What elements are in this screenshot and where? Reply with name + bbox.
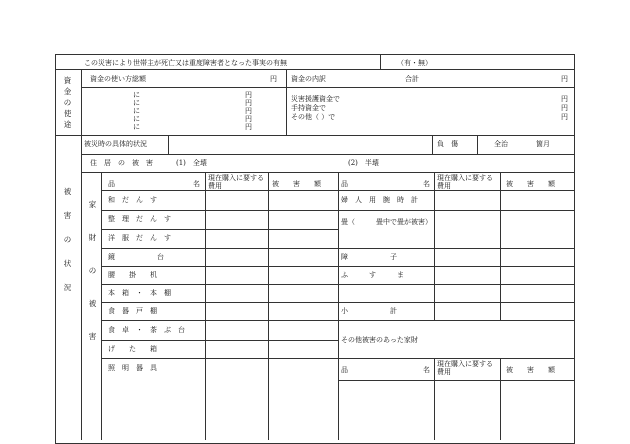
yen-unit: 円 bbox=[245, 99, 252, 107]
divider bbox=[101, 320, 338, 321]
divider bbox=[268, 380, 269, 440]
col-damage: 被 害 額 bbox=[506, 180, 555, 188]
goods-item: げ た 箱 bbox=[108, 345, 157, 353]
goods-item: 本 箱 ・ 本 棚 bbox=[108, 289, 171, 297]
goods-item: 食 卓 ・ 茶 ぶ 台 bbox=[108, 326, 185, 334]
divider bbox=[477, 135, 478, 154]
yen-unit: 円 bbox=[245, 91, 252, 99]
yen-unit: 円 bbox=[561, 104, 568, 112]
divider bbox=[101, 248, 338, 249]
divider bbox=[55, 69, 575, 70]
specific-label: 被災時の具体的状況 bbox=[84, 140, 147, 148]
divider bbox=[101, 340, 338, 341]
divider bbox=[338, 380, 575, 381]
injury-value[interactable]: 全治 箇月 bbox=[494, 140, 550, 148]
ni-label: に bbox=[133, 99, 140, 107]
col-price: 現在購入に要する費用 bbox=[437, 174, 493, 190]
funds-breakdown-label: 資金の内訳 bbox=[291, 75, 326, 83]
col-item2: 名 bbox=[193, 180, 200, 188]
residence-opt1[interactable]: (1) 全壊 bbox=[176, 159, 207, 167]
residence-opt2[interactable]: (2) 半壊 bbox=[348, 159, 379, 167]
divider bbox=[500, 172, 501, 320]
other-goods-label: その他被害のあった家財 bbox=[341, 336, 418, 344]
injury-label: 負 傷 bbox=[437, 140, 458, 148]
goods-item: 食 器 戸 棚 bbox=[108, 307, 157, 315]
col-price: 現在購入に要する費用 bbox=[208, 174, 264, 190]
divider bbox=[380, 54, 381, 69]
goods-item: 洋 服 だ ん す bbox=[108, 234, 171, 242]
goods-item: 婦 人 用 腕 時 計 bbox=[341, 196, 418, 204]
col-item2: 名 bbox=[423, 366, 430, 374]
divider bbox=[101, 302, 338, 303]
fund-item: その他（ ）で bbox=[291, 113, 336, 121]
divider bbox=[101, 229, 338, 230]
goods-item: 照 明 器 具 bbox=[108, 364, 157, 372]
fund-item: 災害援護資金で bbox=[291, 95, 340, 103]
yen-unit: 円 bbox=[270, 75, 277, 83]
divider bbox=[101, 266, 338, 267]
goods-item: 和 だ ん す bbox=[108, 196, 157, 204]
col-damage: 被 害 額 bbox=[506, 366, 555, 374]
divider bbox=[338, 172, 339, 440]
residence-label: 住 居 の 被 害 bbox=[90, 159, 153, 167]
header-question: この災害により世帯主が死亡又は重度障害者となった事実の有無 bbox=[84, 59, 287, 67]
ni-label: に bbox=[133, 123, 140, 131]
divider bbox=[286, 69, 287, 135]
divider bbox=[81, 87, 575, 88]
col-item: 品 bbox=[341, 180, 348, 188]
divider bbox=[434, 358, 435, 440]
col-price: 現在購入に要する費用 bbox=[437, 360, 493, 376]
col-item2: 名 bbox=[423, 180, 430, 188]
divider bbox=[168, 135, 169, 154]
divider bbox=[81, 154, 575, 155]
divider bbox=[101, 358, 338, 359]
divider bbox=[101, 190, 338, 191]
divider bbox=[338, 210, 575, 211]
divider bbox=[268, 172, 269, 380]
col-damage: 被 害 額 bbox=[272, 180, 321, 188]
goods-item: 鏡 台 bbox=[108, 253, 164, 261]
divider bbox=[101, 172, 102, 440]
divider bbox=[338, 248, 575, 249]
divider bbox=[81, 69, 82, 135]
fund-item: 手持資金で bbox=[291, 104, 326, 112]
ni-label: に bbox=[133, 115, 140, 123]
yen-unit: 円 bbox=[561, 75, 568, 83]
divider bbox=[101, 210, 338, 211]
yen-unit: 円 bbox=[245, 123, 252, 131]
divider bbox=[338, 266, 575, 267]
yen-unit: 円 bbox=[245, 107, 252, 115]
funds-side-label: 資金の使途 bbox=[63, 76, 72, 129]
divider bbox=[338, 190, 575, 191]
ni-label: に bbox=[133, 91, 140, 99]
col-item: 品 bbox=[341, 366, 348, 374]
goods-item: 整 理 だ ん す bbox=[108, 215, 171, 223]
divider bbox=[55, 135, 575, 136]
funds-total-label: 資金の使い方総額 bbox=[90, 75, 146, 83]
col-item: 品 bbox=[108, 180, 115, 188]
goods-item: 小 計 bbox=[341, 307, 397, 315]
funds-sum-label: 合計 bbox=[405, 75, 419, 83]
divider bbox=[101, 284, 338, 285]
divider bbox=[500, 358, 501, 440]
divider bbox=[338, 302, 575, 303]
yen-unit: 円 bbox=[561, 113, 568, 121]
ni-label: に bbox=[133, 107, 140, 115]
divider bbox=[81, 135, 82, 440]
goods-item: 障 子 bbox=[341, 253, 397, 261]
divider bbox=[338, 284, 575, 285]
goods-item: ふ す ま bbox=[341, 271, 404, 279]
header-answer[interactable]: （有・無） bbox=[397, 59, 432, 67]
yen-unit: 円 bbox=[245, 115, 252, 123]
divider bbox=[338, 358, 575, 359]
divider bbox=[205, 172, 206, 440]
goods-item: 畳（ 畳中で畳が被害） bbox=[341, 218, 432, 226]
divider bbox=[434, 172, 435, 320]
yen-unit: 円 bbox=[561, 95, 568, 103]
divider bbox=[432, 135, 433, 154]
divider bbox=[338, 320, 575, 321]
damage-side-label: 被害の状況 bbox=[63, 187, 72, 292]
goods-item: 腰 掛 机 bbox=[108, 271, 157, 279]
goods-side-label: 家財の被害 bbox=[88, 200, 97, 341]
